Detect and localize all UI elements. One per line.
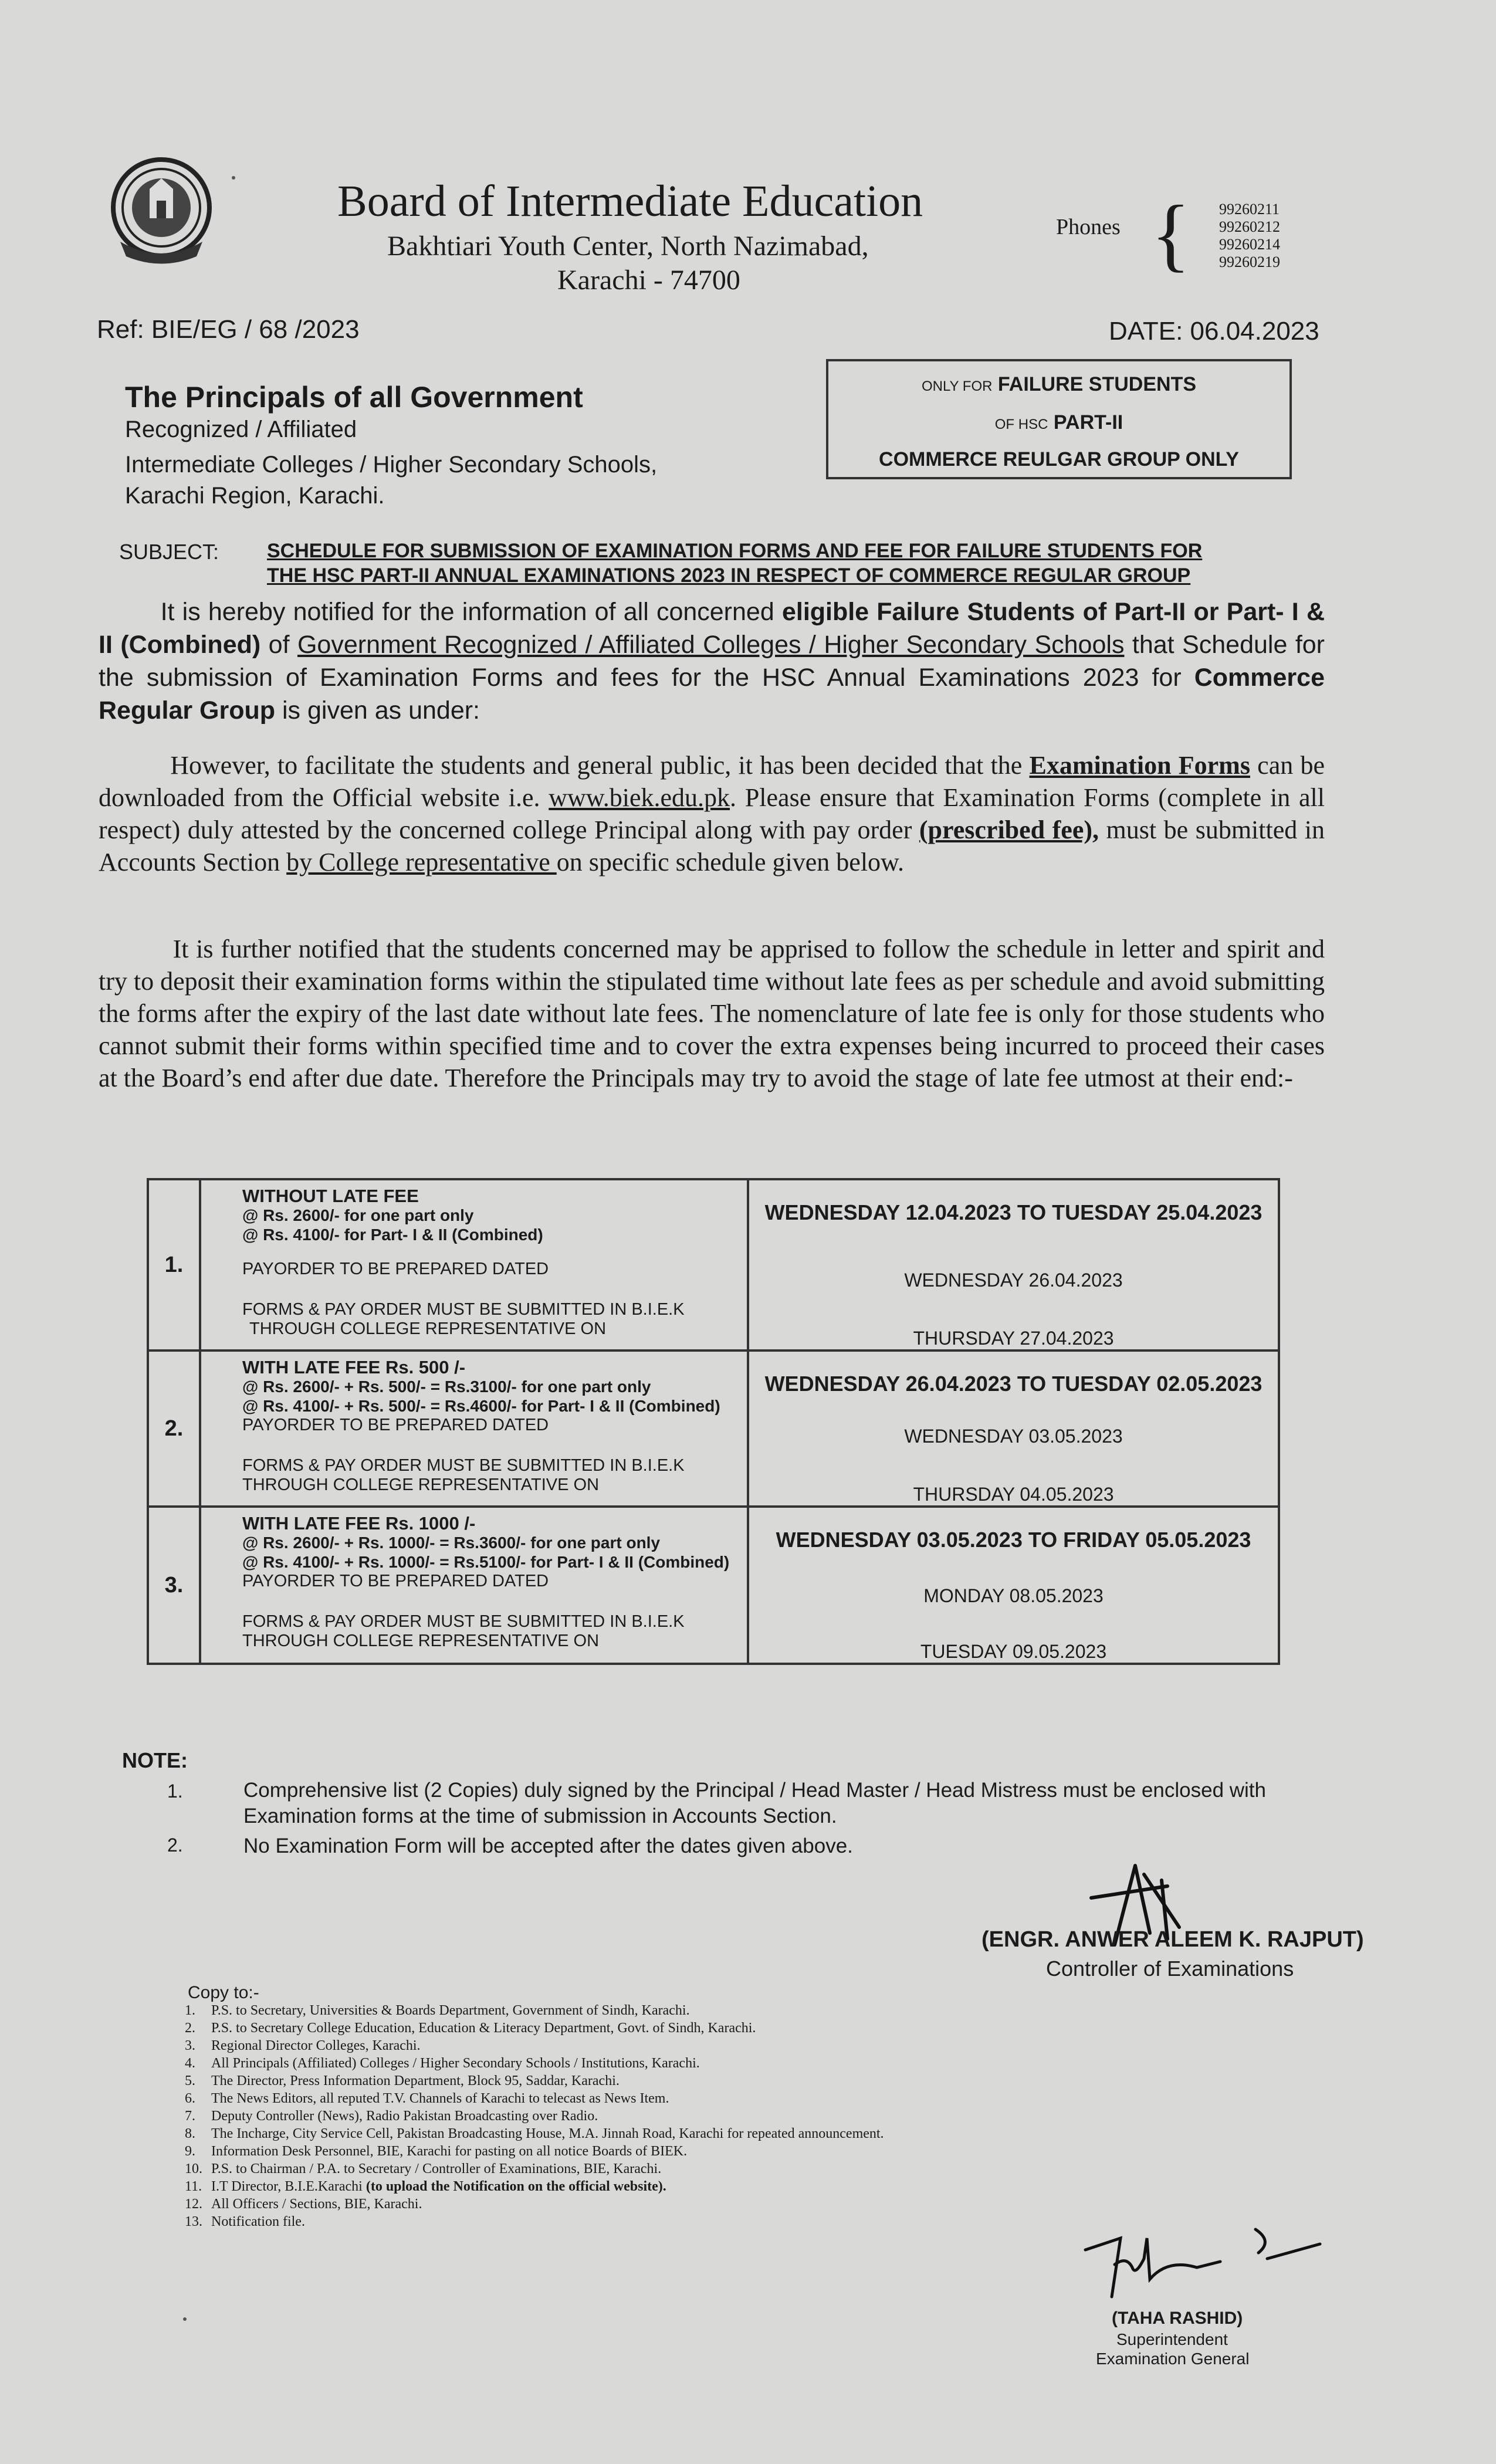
row-description <box>200 1179 748 1351</box>
paragraph-2 <box>99 749 1325 878</box>
submit-label: FORMS & PAY ORDER MUST BE SUBMITTED IN B.I.E.K <box>242 1612 685 1631</box>
submit-date: THURSDAY 27.04.2023 <box>913 1328 1114 1349</box>
fee-line: @ Rs. 4100/- + Rs. 500/- = Rs.4600/- for Part- I & II (Combined) <box>242 1397 720 1415</box>
item-number: 12. <box>185 2196 202 2212</box>
note-text: Comprehensive list (2 Copies) duly signed by the Principal / Head Master / Head Mistress must be enclosed with Examination forms at the time of submission in Accounts Section. <box>243 1779 1266 1827</box>
row-dates <box>748 1507 1279 1664</box>
fee-line: @ Rs. 2600/- + Rs. 1000/- = Rs.3600/- for one part only <box>242 1534 661 1552</box>
subject-line1: SCHEDULE FOR SUBMISSION OF EXAMINATION FORMS AND FEE FOR FAILURE STUDENTS FOR <box>267 540 1203 562</box>
signature-superintendent <box>1079 2223 1326 2311</box>
signatory-name: (TAHA RASHID) <box>1112 2309 1243 2328</box>
payorder-date: MONDAY 08.05.2023 <box>923 1585 1104 1606</box>
item-text: I.T Director, B.I.E.Karachi <box>211 2179 366 2194</box>
notice-prefix: ONLY FOR <box>921 378 993 394</box>
notice-box <box>826 359 1292 479</box>
website-link[interactable]: www.biek.edu.pk <box>549 783 730 812</box>
notice-main: FAILURE STUDENTS <box>997 373 1197 395</box>
copy-to-item <box>185 2019 1123 2037</box>
signatory-title: Superintendent <box>1116 2330 1228 2348</box>
item-text: Information Desk Personnel, BIE, Karachi for pasting on all notice Boards of BIEK. <box>211 2144 688 2159</box>
para-text: of <box>260 631 297 659</box>
payorder-label: PAYORDER TO BE PREPARED DATED <box>242 1416 549 1434</box>
org-name: Board of Intermediate Education <box>337 177 923 226</box>
note-number: 1. <box>167 1781 183 1802</box>
para-underline: Government Recognized / Affiliated Colleges / Higher Secondary Schools <box>297 631 1125 659</box>
fee-line: @ Rs. 4100/- + Rs. 1000/- = Rs.5100/- for Part- I & II (Combined) <box>242 1553 730 1571</box>
note-text: No Examination Form will be accepted after the dates given above. <box>243 1835 853 1857</box>
phone-number: 99260211 <box>1219 201 1280 218</box>
para-text: It is hereby notified for the information of all concerned <box>160 598 782 626</box>
row-dates <box>748 1179 1279 1351</box>
phone-number: 99260219 <box>1219 253 1280 270</box>
copy-to-item <box>185 2055 1123 2072</box>
schedule-row <box>148 1351 1279 1507</box>
item-text: The Incharge, City Service Cell, Pakistan Broadcasting House, M.A. Jinnah Road, Karachi for repeated announcement. <box>211 2126 884 2141</box>
document-date: DATE: 06.04.2023 <box>1109 317 1319 346</box>
signatory-name: (ENGR. ANWER ALEEM K. RAJPUT) <box>981 1927 1364 1952</box>
para-text: can be downloaded from the Official website i.e. <box>99 751 1325 812</box>
paragraph-3 <box>99 933 1325 1094</box>
fee-title: WITH LATE FEE Rs. 500 /- <box>242 1357 466 1377</box>
payorder-label: PAYORDER TO BE PREPARED DATED <box>242 1260 549 1278</box>
notice-line2 <box>828 411 1289 434</box>
item-text: All Principals (Affiliated) Colleges / Higher Secondary Schools / Institutions, Karachi. <box>211 2056 700 2071</box>
para-bold: eligible Failure Students of Part-II or Part- I & II (Combined) <box>99 598 1325 659</box>
fee-title: WITH LATE FEE Rs. 1000 /- <box>242 1513 476 1534</box>
fee-line: @ Rs. 2600/- for one part only <box>242 1206 474 1224</box>
item-number: 3. <box>185 2038 195 2053</box>
para-underline: by College representative <box>286 848 557 876</box>
submit-label: THROUGH COLLEGE REPRESENTATIVE ON <box>242 1475 600 1494</box>
schedule-period: WEDNESDAY 26.04.2023 TO TUESDAY 02.05.2023 <box>764 1372 1263 1396</box>
scan-speck <box>183 2317 187 2321</box>
para-bold-underline: Examination Forms <box>1029 751 1250 780</box>
fee-line: @ Rs. 2600/- + Rs. 500/- = Rs.3100/- for one part only <box>242 1377 651 1396</box>
item-text: All Officers / Sections, BIE, Karachi. <box>211 2196 422 2212</box>
row-dates <box>748 1351 1279 1507</box>
para-text: that Schedule for the submission of Examination Forms and fees for the HSC Annual Examinations 2023 for <box>99 631 1325 692</box>
item-number: 4. <box>185 2056 195 2071</box>
paragraph-1 <box>99 595 1325 727</box>
addressee-line: Karachi Region, Karachi. <box>125 483 385 509</box>
item-text: P.S. to Secretary, Universities & Boards Department, Government of Sindh, Karachi. <box>211 2003 690 2018</box>
item-number: 1. <box>185 2003 195 2018</box>
row-number: 2. <box>148 1351 200 1507</box>
notice-line1 <box>828 373 1289 396</box>
submit-label: FORMS & PAY ORDER MUST BE SUBMITTED IN B.I.E.K <box>242 1456 685 1475</box>
item-text: The News Editors, all reputed T.V. Channels of Karachi to telecast as News Item. <box>211 2091 669 2106</box>
addressee-line: Recognized / Affiliated <box>125 417 357 442</box>
payorder-date: WEDNESDAY 26.04.2023 <box>904 1270 1123 1291</box>
copy-to-item <box>185 2125 1123 2143</box>
board-logo-seal <box>103 154 220 271</box>
copy-to-item <box>185 2213 1123 2231</box>
schedule-table <box>147 1178 1280 1665</box>
item-text: Notification file. <box>211 2214 305 2229</box>
para-text: is given as under: <box>275 696 480 725</box>
submit-label: FORMS & PAY ORDER MUST BE SUBMITTED IN B.I.E.K <box>242 1300 685 1319</box>
item-number: 10. <box>185 2161 202 2177</box>
notice-main: PART-II <box>1053 411 1123 434</box>
para-text: . Please ensure that Examination Forms (complete in all respect) duly attested by the concerned college Principal along with pay order <box>99 783 1325 844</box>
schedule-row <box>148 1179 1279 1351</box>
copy-to-item <box>185 2143 1123 2160</box>
submit-date: TUESDAY 09.05.2023 <box>920 1641 1107 1662</box>
copy-to-item <box>185 2072 1123 2090</box>
payorder-label: PAYORDER TO BE PREPARED DATED <box>242 1572 549 1590</box>
schedule-period: WEDNESDAY 03.05.2023 TO FRIDAY 05.05.2023 <box>776 1528 1251 1552</box>
schedule-period: WEDNESDAY 12.04.2023 TO TUESDAY 25.04.2023 <box>764 1200 1263 1224</box>
phones-label: Phones <box>1056 215 1121 239</box>
notice-prefix: OF HSC <box>994 417 1048 432</box>
fee-line: @ Rs. 4100/- for Part- I & II (Combined) <box>242 1226 543 1244</box>
subject-line2: THE HSC PART-II ANNUAL EXAMINATIONS 2023 IN RESPECT OF COMMERCE REGULAR GROUP <box>267 564 1191 587</box>
item-number: 11. <box>185 2179 202 2194</box>
row-number: 3. <box>148 1507 200 1664</box>
para-text: However, to facilitate the students and general public, it has been decided that the <box>170 751 1030 780</box>
copy-to-item <box>185 2107 1123 2125</box>
para-text: must be submitted in Accounts Section <box>99 815 1325 876</box>
scan-speck <box>232 176 235 180</box>
item-number: 9. <box>185 2144 195 2159</box>
phone-number: 99260214 <box>1219 236 1280 253</box>
copy-to-list <box>185 2002 1123 2231</box>
row-description <box>200 1507 748 1664</box>
addressee-title: The Principals of all Government <box>125 381 583 414</box>
copy-to-item <box>185 2195 1123 2213</box>
item-text: Regional Director Colleges, Karachi. <box>211 2038 421 2053</box>
item-bold-text: (to upload the Notification on the official website). <box>365 2179 666 2194</box>
row-number: 1. <box>148 1179 200 1351</box>
payorder-date: WEDNESDAY 03.05.2023 <box>904 1426 1123 1447</box>
copy-to-item <box>185 2160 1123 2178</box>
item-number: 13. <box>185 2214 202 2229</box>
addressee-line: Intermediate Colleges / Higher Secondary Schools, <box>125 452 658 478</box>
para-bold: Commerce Regular Group <box>99 664 1325 725</box>
submit-date: THURSDAY 04.05.2023 <box>913 1484 1114 1505</box>
org-address-line1: Bakhtiari Youth Center, North Nazimabad, <box>387 231 869 262</box>
copy-to-item <box>185 2090 1123 2107</box>
reference-number: Ref: BIE/EG / 68 /2023 <box>97 315 360 344</box>
row-description <box>200 1351 748 1507</box>
copy-to-item <box>185 2002 1123 2019</box>
signatory-title: Controller of Examinations <box>1046 1957 1294 1981</box>
item-text: The Director, Press Information Department, Block 95, Saddar, Karachi. <box>211 2073 620 2089</box>
subject-label: SUBJECT: <box>119 540 219 564</box>
item-text: P.S. to Chairman / P.A. to Secretary / Controller of Examinations, BIE, Karachi. <box>211 2161 662 2177</box>
copy-to-item <box>185 2178 1123 2195</box>
item-number: 5. <box>185 2073 195 2089</box>
subject-text <box>267 539 1299 588</box>
item-number: 6. <box>185 2091 195 2106</box>
org-address-line2: Karachi - 74700 <box>557 265 740 296</box>
signatory-title: Examination General <box>1096 2350 1250 2368</box>
phone-list <box>1219 201 1280 271</box>
copy-to-label: Copy to:- <box>188 1983 259 2002</box>
notice-line3: COMMERCE REULGAR GROUP ONLY <box>879 448 1239 471</box>
item-text: P.S. to Secretary College Education, Education & Literacy Department, Govt. of Sindh, Karachi. <box>211 2020 756 2036</box>
item-text: Deputy Controller (News), Radio Pakistan Broadcasting over Radio. <box>211 2108 598 2124</box>
item-number: 7. <box>185 2108 195 2124</box>
para-bold-underline: (prescribed fee), <box>919 815 1099 844</box>
submit-label: THROUGH COLLEGE REPRESENTATIVE ON <box>242 1632 600 1650</box>
phone-number: 99260212 <box>1219 218 1280 235</box>
submit-label: THROUGH COLLEGE REPRESENTATIVE ON <box>249 1319 607 1338</box>
schedule-row <box>148 1507 1279 1664</box>
copy-to-item <box>185 2037 1123 2055</box>
item-number: 2. <box>185 2020 195 2036</box>
note-number: 2. <box>167 1835 183 1856</box>
item-number: 8. <box>185 2126 195 2141</box>
brace-icon: { <box>1151 189 1191 280</box>
para-text: It is further notified that the students concerned may be apprised to follow the schedule in letter and spirit and try to deposit their examination forms within the stipulated time without late fees as per schedule and avoid submitting the forms after the expiry of the last date without late fees. The nomenclature of late fee is only for those students who cannot submit their forms within specified time and to cover the extra expenses being incurred to proceed their cases at the Board’s end after due date. Therefore the Principals may try to avoid the stage of late fee utmost at their end:- <box>99 935 1325 1092</box>
para-text: on specific schedule given below. <box>556 848 904 876</box>
note-label: NOTE: <box>122 1748 188 1772</box>
fee-title: WITHOUT LATE FEE <box>242 1186 419 1206</box>
